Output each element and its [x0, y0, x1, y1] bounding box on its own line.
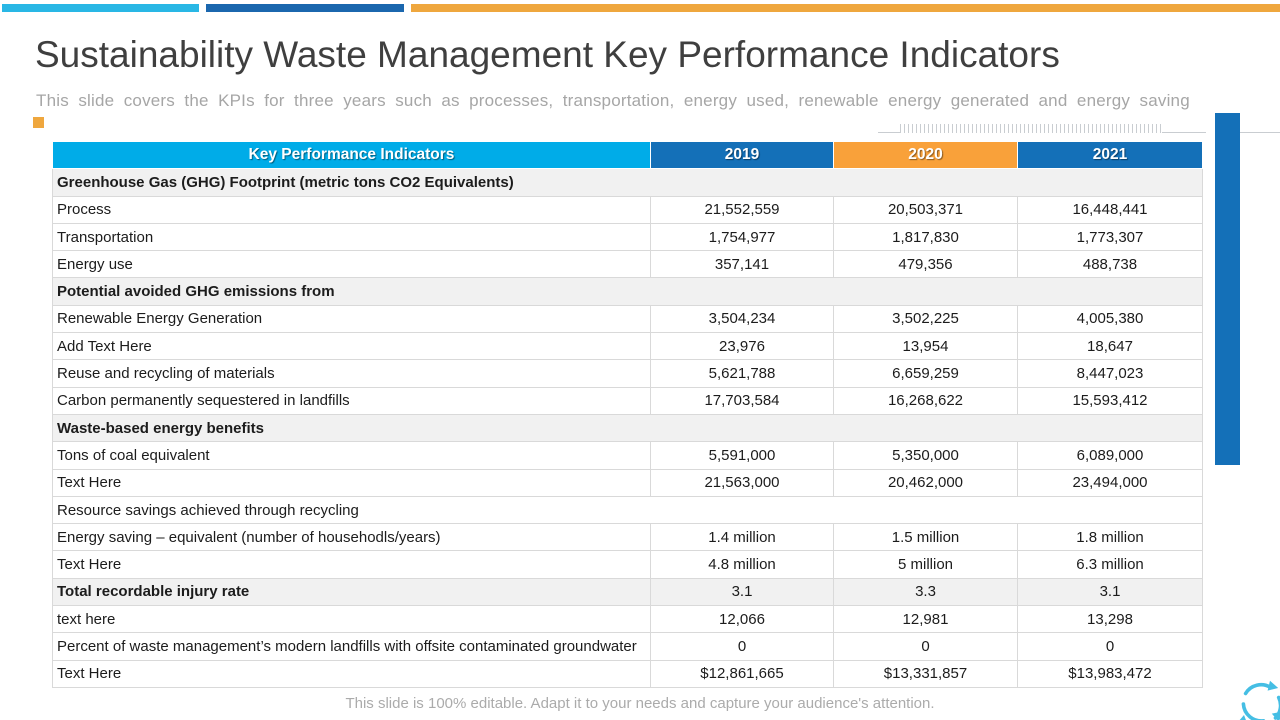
value-cell-2020: 3.3 [834, 578, 1018, 605]
table-row [53, 278, 1203, 305]
value-cell-2019: 4.8 million [651, 551, 834, 578]
table-row [53, 251, 1203, 278]
value-cell-2021: 13,298 [1018, 606, 1203, 633]
right-accent-bar [1215, 113, 1240, 465]
table-row [53, 578, 1203, 605]
row-label-cell: Tons of coal equivalent [53, 442, 651, 469]
value-cell-2020: 1,817,830 [834, 223, 1018, 250]
table-row [53, 442, 1203, 469]
table-row [53, 387, 1203, 414]
value-cell-2019: 5,621,788 [651, 360, 834, 387]
row-label-cell: Transportation [53, 223, 651, 250]
value-cell-2020: 1.5 million [834, 524, 1018, 551]
page-subtitle: This slide covers the KPIs for three years such as processes, transportation, energy used, renewable energy generated and energy saving [36, 91, 1190, 110]
section-header-cell: Potential avoided GHG emissions from [53, 278, 1203, 305]
table-row [53, 524, 1203, 551]
section-header-cell: Greenhouse Gas (GHG) Footprint (metric tons CO2 Equivalents) [53, 169, 1203, 196]
value-cell-2020: 5,350,000 [834, 442, 1018, 469]
value-cell-2020: $13,331,857 [834, 660, 1018, 687]
page-title: Sustainability Waste Management Key Performance Indicators [35, 34, 1060, 75]
table-row [53, 551, 1203, 578]
recycle-arrows-icon [1233, 675, 1280, 720]
value-cell-2020: 12,981 [834, 606, 1018, 633]
value-cell-2021: 8,447,023 [1018, 360, 1203, 387]
header-year-2021: 2021 [1018, 142, 1203, 169]
table-row [53, 196, 1203, 223]
merged-row-cell: Resource savings achieved through recycling [53, 496, 1203, 523]
value-cell-2021: 0 [1018, 633, 1203, 660]
table-row [53, 414, 1203, 441]
value-cell-2021: 6,089,000 [1018, 442, 1203, 469]
section-header-cell: Waste-based energy benefits [53, 414, 1203, 441]
value-cell-2019: 12,066 [651, 606, 834, 633]
value-cell-2020: 13,954 [834, 333, 1018, 360]
row-label-cell: Reuse and recycling of materials [53, 360, 651, 387]
table-row [53, 360, 1203, 387]
value-cell-2021: $13,983,472 [1018, 660, 1203, 687]
value-cell-2021: 18,647 [1018, 333, 1203, 360]
value-cell-2019: 3,504,234 [651, 305, 834, 332]
value-cell-2021: 16,448,441 [1018, 196, 1203, 223]
top-accent-bar-navy [206, 4, 404, 12]
value-cell-2020: 0 [834, 633, 1018, 660]
value-cell-2020: 5 million [834, 551, 1018, 578]
value-cell-2020: 20,503,371 [834, 196, 1018, 223]
table-row [53, 223, 1203, 250]
hatch-decoration [900, 124, 1162, 133]
hatch-line-left [878, 132, 900, 133]
table-row [53, 633, 1203, 660]
value-cell-2019: 21,563,000 [651, 469, 834, 496]
top-accent-bar-orange [411, 4, 1280, 12]
value-cell-2019: 17,703,584 [651, 387, 834, 414]
row-label-cell: Total recordable injury rate [53, 578, 651, 605]
table-row [53, 305, 1203, 332]
kpi-table [52, 141, 1203, 688]
header-year-2019: 2019 [651, 142, 834, 169]
table-row [53, 333, 1203, 360]
row-label-cell: Energy use [53, 251, 651, 278]
header-year-2020: 2020 [834, 142, 1018, 169]
row-label-cell: Renewable Energy Generation [53, 305, 651, 332]
value-cell-2019: 0 [651, 633, 834, 660]
table-row [53, 169, 1203, 196]
hatch-line-far-right [1240, 132, 1280, 133]
value-cell-2021: 3.1 [1018, 578, 1203, 605]
orange-bullet-square [33, 117, 44, 128]
top-accent-bar-cyan [2, 4, 199, 12]
row-label-cell: Text Here [53, 551, 651, 578]
row-label-cell: Energy saving – equivalent (number of househodls/years) [53, 524, 651, 551]
value-cell-2020: 6,659,259 [834, 360, 1018, 387]
value-cell-2021: 1,773,307 [1018, 223, 1203, 250]
value-cell-2021: 6.3 million [1018, 551, 1203, 578]
value-cell-2020: 479,356 [834, 251, 1018, 278]
value-cell-2020: 3,502,225 [834, 305, 1018, 332]
value-cell-2019: 1,754,977 [651, 223, 834, 250]
value-cell-2019: 3.1 [651, 578, 834, 605]
value-cell-2019: 21,552,559 [651, 196, 834, 223]
row-label-cell: Carbon permanently sequestered in landfills [53, 387, 651, 414]
value-cell-2021: 23,494,000 [1018, 469, 1203, 496]
row-label-cell: text here [53, 606, 651, 633]
footer-note: This slide is 100% editable. Adapt it to your needs and capture your audience's attention. [345, 695, 935, 712]
table-row [53, 660, 1203, 687]
row-label-cell: Text Here [53, 469, 651, 496]
value-cell-2021: 1.8 million [1018, 524, 1203, 551]
value-cell-2021: 15,593,412 [1018, 387, 1203, 414]
table-row [53, 496, 1203, 523]
table-header-row [53, 142, 1203, 169]
header-kpi-cell: Key Performance Indicators [53, 142, 651, 169]
value-cell-2019: 23,976 [651, 333, 834, 360]
row-label-cell: Process [53, 196, 651, 223]
value-cell-2019: $12,861,665 [651, 660, 834, 687]
value-cell-2019: 1.4 million [651, 524, 834, 551]
table-row [53, 469, 1203, 496]
value-cell-2021: 488,738 [1018, 251, 1203, 278]
row-label-cell: Text Here [53, 660, 651, 687]
value-cell-2020: 16,268,622 [834, 387, 1018, 414]
value-cell-2021: 4,005,380 [1018, 305, 1203, 332]
value-cell-2019: 357,141 [651, 251, 834, 278]
row-label-cell: Percent of waste management’s modern landfills with offsite contaminated groundwater [53, 633, 651, 660]
value-cell-2019: 5,591,000 [651, 442, 834, 469]
hatch-line-right [1162, 132, 1206, 133]
row-label-cell: Add Text Here [53, 333, 651, 360]
table-row [53, 606, 1203, 633]
value-cell-2020: 20,462,000 [834, 469, 1018, 496]
